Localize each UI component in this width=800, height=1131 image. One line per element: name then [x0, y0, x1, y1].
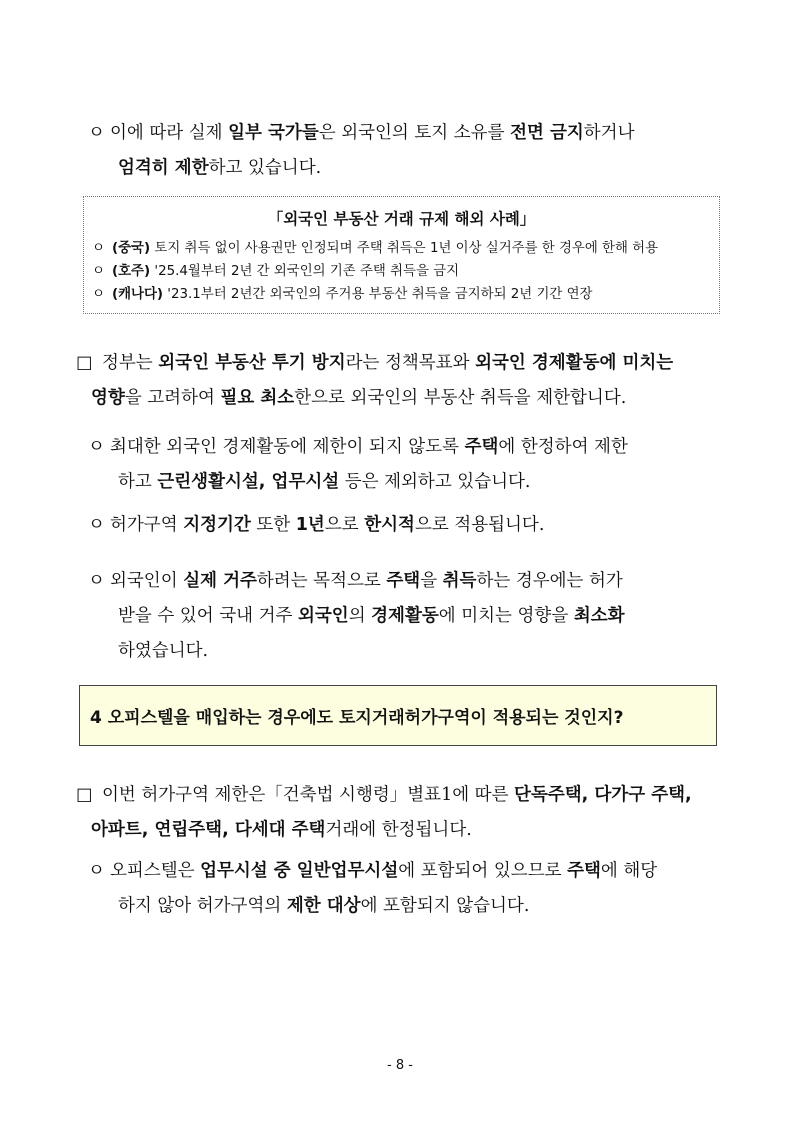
paragraph-designation-period: ㅇ 허가구역 지정기간 또한 1년으로 한시적으로 적용됩니다.: [88, 508, 728, 543]
case-item-australia: ㅇ (호주) '25.4월부터 2년 간 외국인의 기존 주택 취득을 금지: [92, 264, 460, 279]
paragraph-housing-only: ㅇ 최대한 외국인 경제활동에 제한이 되지 않도록 주택에 한정하여 제한 하고 근린생활시설, 업무시설 등은 제외하고 있습니다.: [88, 430, 728, 500]
case-item-china: ㅇ (중국) 토지 취득 없이 사용권만 인정되며 주택 취득은 1년 이상 실거주를 한 경우에 한해 허용: [92, 241, 659, 256]
paragraph-government-policy: □ 정부는 외국인 부동산 투기 방지라는 정책목표와 외국인 경제활동에 미치는 영향을 고려하여 필요 최소한으로 외국인의 부동산 취득을 제한합니다.: [76, 346, 724, 416]
bullet: ㅇ: [88, 861, 105, 881]
box-title: 「외국인 부동산 거래 규제 해외 사례」: [267, 210, 536, 228]
case-item-canada: ㅇ (캐나다) '23.1부터 2년간 외국인의 주거용 부동산 취득을 금지하되 2년 기간 연장: [92, 287, 593, 302]
paragraph-officetel: ㅇ 오피스텔은 업무시설 중 일반업무시설에 포함되어 있으므로 주택에 해당 하지 않아 허가구역의 제한 대상에 포함되지 않습니다.: [88, 854, 728, 924]
bullet: □: [76, 353, 93, 373]
question-box: [79, 685, 717, 746]
paragraph-actual-residence: ㅇ 외국인이 실제 거주하려는 목적으로 주택을 취득하는 경우에는 허가 받을 수 있어 국내 거주 외국인의 경제활동에 미치는 영향을 최소화 하였습니다.: [88, 564, 728, 669]
bullet: ㅇ: [88, 123, 105, 143]
paragraph-restriction-scope: □ 이번 허가구역 제한은「건축법 시행령」별표1에 따른 단독주택, 다가구 주택, 아파트, 연립주택, 다세대 주택거래에 한정됩니다.: [76, 778, 724, 848]
bullet: ㅇ: [88, 515, 105, 535]
question-text: 4 오피스텔을 매입하는 경우에도 토지거래허가구역이 적용되는 것인지?: [90, 708, 624, 728]
case-list: [92, 237, 711, 306]
bullet: ㅇ: [88, 571, 105, 591]
paragraph-foreign-land-ban: ㅇ 이에 따라 실제 일부 국가들은 외국인의 토지 소유를 전면 금지하거나 엄격히 제한하고 있습니다.: [88, 116, 720, 186]
page-number: - 8 -: [387, 1058, 413, 1073]
bullet: □: [76, 785, 93, 805]
overseas-cases-box: [83, 196, 720, 314]
bullet: ㅇ: [88, 437, 105, 457]
